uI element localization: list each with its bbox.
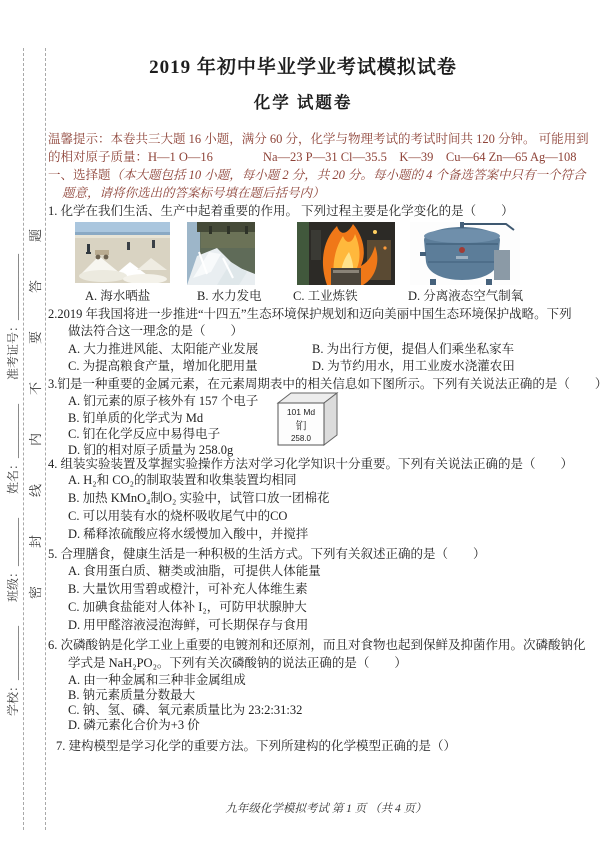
element-box-mendelevium <box>276 391 340 452</box>
q1-caption-c: C. 工业炼铁 <box>293 289 358 303</box>
q3-option-d: D. 钔的相对原子质量为 258.0g <box>68 443 234 457</box>
q6-option-b: B. 钠元素质量分数最大 <box>68 688 196 702</box>
q2-option-d: D. 为节约用水，用工业废水浇灌农田 <box>312 359 515 373</box>
q6-stem-line-2: 学式是 NaH₂PO₂。下列有关次磷酸钠的说法正确的是（ ） <box>68 656 407 670</box>
photo-air-separation-tank <box>410 222 520 285</box>
q4-option-b: B. 加热 KMnO₄制O₂ 实验中，试管口放一团棉花 <box>68 491 330 505</box>
section-title: 一、选择题 <box>48 168 111 182</box>
q2-option-a: A. 大力推进风能、太阳能产业发展 <box>68 342 259 356</box>
photo-iron-smelting <box>297 222 395 285</box>
photo-hydroelectric-dam <box>187 222 255 285</box>
q4-option-c: C. 可以用装有水的烧杯吸收尾气中的CO <box>68 509 288 523</box>
q5-option-d: D. 用甲醛溶液浸泡海鲜，可长期保存与食用 <box>68 618 309 632</box>
section-desc-1: （本大题包括 10 小题，每小题 2 分，共 20 分。每小题的 4 个备选答案中只有一个符合 <box>110 168 586 182</box>
q2-stem-line-1: 2.2019 年我国将进一步推进“十四五”生态环境保护规划和迈向美丽中国生态环境保护战略。下列 <box>48 307 572 321</box>
q5-option-c: C. 加碘食盐能对人体补 I₂，可防甲状腺肿大 <box>68 600 307 614</box>
notice-line-2: 的相对原子质量：H—1 O—16 Na—23 P—31 Cl—35.5 K—39 Cu—64 Zn—65 Ag—108 <box>48 150 577 164</box>
q5-option-a: A. 食用蛋白质、糖类或油脂，可提供人体能量 <box>68 564 321 578</box>
q5-option-b: B. 大量饮用雪碧或橙汁，可补充人体维生素 <box>68 582 308 596</box>
element-number-symbol: 101 Md <box>286 407 316 417</box>
seal-dashed-line-outer <box>23 48 24 830</box>
q2-option-b: B. 为出行方便，提倡人们乘坐私家车 <box>312 342 515 356</box>
notice-line-1: 温馨提示：本卷共三大题 16 小题，满分 60 分，化学与物理考试的考试时间共 120 分钟。 可能用到 <box>48 132 589 146</box>
q7-stem: 7. 建构模型是学习化学的重要方法。下列所建构的化学模型正确的是（） <box>56 739 457 753</box>
seal-text-vertical: 密封线内不要答题 <box>28 191 43 600</box>
section-header-line-1 <box>48 167 608 183</box>
seal-dashed-line-inner <box>45 48 46 830</box>
q2-option-c: C. 为提高粮食产量，增加化肥用量 <box>68 359 258 373</box>
q6-stem-line-1: 6. 次磷酸钠是化学工业上重要的电镀剂和还原剂，而且对食物也起到保鲜及抑菌作用。次磷酸钠化 <box>48 638 586 652</box>
photo-sea-salt-drying <box>75 222 170 283</box>
section-header-line-2: 题意，请将你选出的答案标号填在题后括号内） <box>62 186 325 200</box>
element-mass: 258.0 <box>290 434 312 443</box>
q2-stem-line-2: 做法符合这一理念的是（ ） <box>68 324 244 338</box>
q5-stem: 5. 合理膳食，健康生活是一种积极的生活方式。下列有关叙述正确的是（ ） <box>48 547 486 561</box>
q3-stem: 3.钔是一种重要的金属元素，在元素周期表中的相关信息如下图所示。下列有关说法正确的是（ ） <box>48 377 608 391</box>
q3-option-c: C. 钔在化学反应中易得电子 <box>68 427 221 441</box>
q6-option-d: D. 磷元素化合价为+3 价 <box>68 718 200 732</box>
q1-caption-d: D. 分离液态空气制氧 <box>408 289 524 303</box>
q4-stem: 4. 组装实验装置及掌握实验操作方法对学习化学知识十分重要。下列有关说法正确的是（ ） <box>48 457 574 471</box>
page-footer: 九年级化学模拟考试 第 1 页 （共 4 页） <box>225 803 427 815</box>
q4-option-d: D. 稀释浓硫酸应将水缓慢加入酸中，并搅拌 <box>68 527 309 541</box>
q1-stem: 1. 化学在我们生活、生产中起着重要的作用。 下列过程主要是化学变化的是（ ） <box>48 204 514 218</box>
q3-option-a: A. 钔元素的原子核外有 157 个电子 <box>68 394 259 408</box>
page-subtitle: 化学 试题卷 <box>253 93 353 112</box>
q3-option-b: B. 钔单质的化学式为 Md <box>68 411 204 425</box>
q6-option-c: C. 钠、氢、磷、氧元素质量比为 23:2:31:32 <box>68 703 303 717</box>
q1-caption-b: B. 水力发电 <box>197 289 262 303</box>
q1-caption-a: A. 海水晒盐 <box>85 289 151 303</box>
page-title: 2019 年初中毕业学业考试模拟试卷 <box>149 57 457 78</box>
element-name: 钔 <box>295 421 307 432</box>
q4-option-a: A. H₂和 CO₂的制取装置和收集装置均相同 <box>68 473 297 487</box>
q6-option-a: A. 由一种金属和三种非金属组成 <box>68 673 246 687</box>
student-info-labels: 学校：_________ 班级：________ 姓名：_________ 准考证号：___________ <box>6 254 20 717</box>
